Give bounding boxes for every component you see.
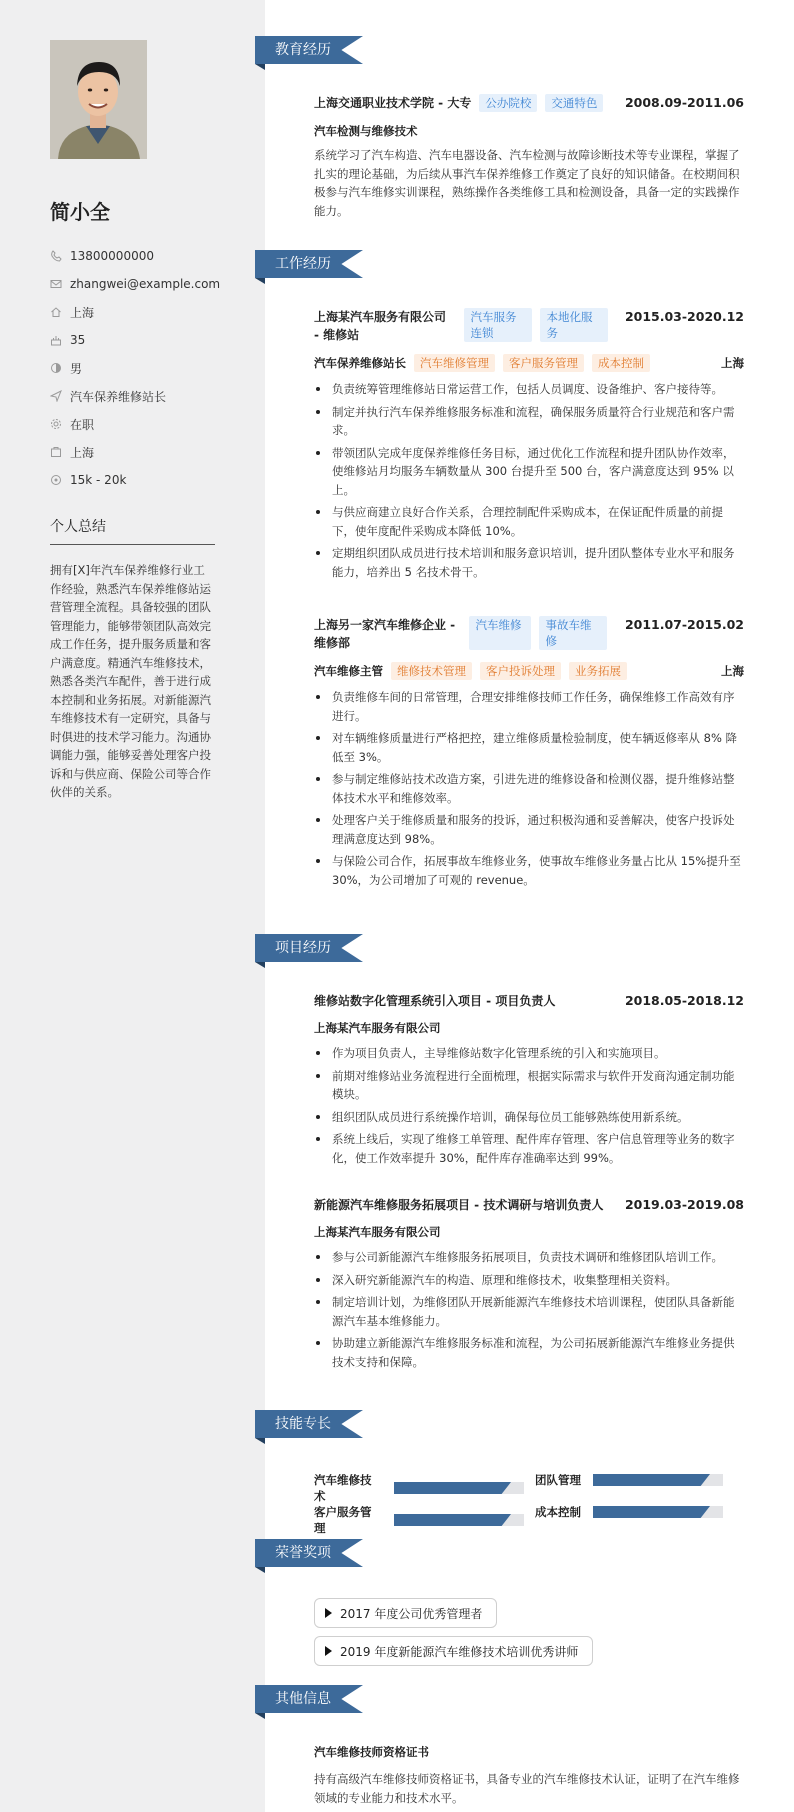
work-date: 2011.07-2015.02 bbox=[624, 617, 744, 632]
honor-item bbox=[314, 1598, 497, 1628]
skill-item bbox=[314, 1472, 524, 1504]
section-title-projects: 项目经历 bbox=[275, 940, 331, 956]
skill-item bbox=[314, 1504, 524, 1536]
skill-bar bbox=[394, 1482, 524, 1494]
list-item: 负责维修车间的日常管理，合理安排维修技师工作任务，确保维修工作高效有序进行。 bbox=[314, 688, 744, 725]
list-item: 与供应商建立良好合作关系，合理控制配件采购成本，在保证配件质量的前提下，使年度配件采购成本降低 10%。 bbox=[314, 503, 744, 540]
section-header-education bbox=[255, 36, 363, 64]
info-hometown-text: 上海 bbox=[70, 305, 95, 320]
skill-tag: 成本控制 bbox=[592, 354, 650, 372]
school-name: 上海交通职业技术学院 - 大专 bbox=[314, 96, 472, 110]
honor-text: 2019 年度新能源汽车维修技术培训优秀讲师 bbox=[340, 1644, 579, 1659]
list-item: 前期对维修站业务流程进行全面梳理，根据实际需求与软件开发商沟通定制功能模块。 bbox=[314, 1067, 744, 1104]
info-gender-text: 男 bbox=[70, 361, 83, 376]
home-icon bbox=[50, 306, 62, 318]
honor-item bbox=[314, 1636, 593, 1666]
section-title-education: 教育经历 bbox=[275, 42, 331, 58]
gender-icon bbox=[50, 362, 62, 374]
skill-bar bbox=[593, 1506, 723, 1518]
education-entry bbox=[314, 94, 744, 220]
portrait-image bbox=[50, 40, 147, 159]
phone-icon bbox=[50, 250, 62, 262]
skill-bar-fill bbox=[394, 1514, 511, 1526]
honor-text: 2017 年度公司优秀管理者 bbox=[340, 1606, 483, 1621]
education-description: 系统学习了汽车构造、汽车电器设备、汽车检测与故障诊断技术等专业课程，掌握了扎实的理论基础，为后续从事汽车保养维修工作奠定了良好的知识储备。在校期间积极参与汽车维修实训课程，熟练操作各类维修工具和检测设备，具备一定的实践操作能力。 bbox=[314, 148, 740, 218]
school-tag: 公办院校 bbox=[479, 94, 537, 112]
project-bullets bbox=[314, 1044, 744, 1167]
work-city: 上海 bbox=[721, 356, 744, 370]
list-item: 深入研究新能源汽车的构造、原理和维修技术，收集整理相关资料。 bbox=[314, 1271, 744, 1290]
certificate-description: 持有高级汽车维修技师资格证书，具备专业的汽车维修技术认证，证明了在汽车维修领域的专业能力和技术水平。 bbox=[314, 1772, 740, 1805]
list-item: 参与公司新能源汽车维修服务拓展项目，负责技术调研和维修团队培训工作。 bbox=[314, 1248, 744, 1267]
section-header-skills bbox=[255, 1410, 363, 1438]
skill-tag: 业务拓展 bbox=[569, 662, 627, 680]
status-icon bbox=[50, 418, 62, 430]
info-email-text: zhangwei@example.com bbox=[70, 277, 221, 291]
info-age-text: 35 bbox=[70, 333, 86, 347]
email-icon bbox=[50, 278, 62, 290]
skill-bar-fill bbox=[593, 1474, 710, 1486]
skill-tag: 维修技术管理 bbox=[391, 662, 472, 680]
list-item: 制定并执行汽车保养维修服务标准和流程，确保服务质量符合行业规范和客户需求。 bbox=[314, 403, 744, 440]
info-location-text: 上海 bbox=[70, 445, 95, 460]
candidate-name: 简小全 bbox=[50, 200, 110, 224]
company-tag: 事故车维修 bbox=[539, 616, 607, 650]
age-icon bbox=[50, 334, 62, 346]
skill-bar-fill bbox=[394, 1482, 511, 1494]
list-item: 与保险公司合作，拓展事故车维修业务，使事故车维修业务量占比从 15%提升至 30%，为公司增加了可观的 revenue。 bbox=[314, 852, 744, 889]
info-hometown bbox=[50, 298, 250, 326]
project-title: 维修站数字化管理系统引入项目 - 项目负责人 bbox=[314, 994, 556, 1008]
skill-item bbox=[535, 1504, 723, 1520]
skill-tag: 汽车维修管理 bbox=[414, 354, 495, 372]
skill-bar bbox=[593, 1474, 723, 1486]
skill-tag: 客户服务管理 bbox=[503, 354, 584, 372]
skill-name: 汽车维修技术 bbox=[314, 1473, 372, 1503]
sidebar bbox=[0, 0, 265, 1812]
list-item: 带领团队完成年度保养维修任务目标，通过优化工作流程和提升团队协作效率，使维修站月均服务车辆数量从 300 台提升至 500 台，客户满意度达到 95% 以上。 bbox=[314, 444, 744, 500]
other-entry bbox=[314, 1744, 744, 1807]
info-target-position bbox=[50, 382, 250, 410]
contact-info-list bbox=[50, 242, 250, 494]
work-city: 上海 bbox=[721, 664, 744, 678]
project-company: 上海某汽车服务有限公司 bbox=[314, 1225, 441, 1239]
job-title: 汽车维修主管 bbox=[314, 664, 383, 678]
info-email bbox=[50, 270, 250, 298]
list-item: 系统上线后，实现了维修工单管理、配件库存管理、客户信息管理等业务的数字化，使工作效率提升 30%，配件库存准确率达到 99%。 bbox=[314, 1130, 744, 1167]
section-header-honors bbox=[255, 1539, 363, 1567]
list-item: 协助建立新能源汽车维修服务标准和流程，为公司拓展新能源汽车维修业务提供技术支持和保障。 bbox=[314, 1334, 744, 1371]
project-date: 2018.05-2018.12 bbox=[624, 993, 744, 1008]
triangle-right-icon bbox=[325, 1646, 332, 1656]
work-entry bbox=[314, 308, 744, 585]
triangle-right-icon bbox=[325, 1608, 332, 1618]
company-tag: 本地化服务 bbox=[540, 308, 608, 342]
info-salary bbox=[50, 466, 250, 494]
work-bullets bbox=[314, 380, 744, 581]
certificate-title: 汽车维修技师资格证书 bbox=[314, 1745, 429, 1759]
section-header-projects bbox=[255, 934, 363, 962]
project-company: 上海某汽车服务有限公司 bbox=[314, 1021, 441, 1035]
section-title-honors: 荣誉奖项 bbox=[275, 1545, 331, 1561]
section-title-other: 其他信息 bbox=[275, 1691, 331, 1707]
company-name: 上海某汽车服务有限公司 - 维修站 bbox=[314, 310, 447, 342]
list-item: 参与制定维修站技术改造方案，引进先进的维修设备和检测仪器，提升维修站整体技术水平和维修效率。 bbox=[314, 770, 744, 807]
location-icon bbox=[50, 446, 62, 458]
education-date: 2008.09-2011.06 bbox=[624, 95, 744, 110]
salary-icon bbox=[50, 474, 62, 486]
skill-bar-fill bbox=[593, 1506, 710, 1518]
avatar bbox=[50, 40, 147, 159]
skill-name: 客户服务管理 bbox=[314, 1505, 372, 1535]
project-date: 2019.03-2019.08 bbox=[624, 1197, 744, 1212]
info-target-position-text: 汽车保养维修站长 bbox=[70, 389, 167, 404]
project-entry bbox=[314, 992, 744, 1171]
summary-title: 个人总结 bbox=[50, 516, 215, 545]
info-gender bbox=[50, 354, 250, 382]
company-name: 上海另一家汽车维修企业 - 维修部 bbox=[314, 618, 456, 650]
info-salary-text: 15k - 20k bbox=[70, 473, 127, 487]
section-header-work bbox=[255, 250, 363, 278]
info-age bbox=[50, 326, 250, 354]
target-position-icon bbox=[50, 390, 62, 402]
project-entry bbox=[314, 1196, 744, 1375]
list-item: 对车辆维修质量进行严格把控，建立维修质量检验制度，使车辆返修率从 8% 降低至 3%。 bbox=[314, 729, 744, 766]
skill-name: 团队管理 bbox=[535, 1473, 581, 1487]
info-phone-text: 13800000000 bbox=[70, 249, 154, 263]
list-item: 作为项目负责人，主导维修站数字化管理系统的引入和实施项目。 bbox=[314, 1044, 744, 1063]
company-tag: 汽车服务连锁 bbox=[464, 308, 532, 342]
skill-bar bbox=[394, 1514, 524, 1526]
summary-text: 拥有[X]年汽车保养维修行业工作经验，熟悉汽车保养维修站运营管理全流程。具备较强的团队管理能力，能够带领团队高效完成工作任务，提升服务质量和客户满意度。精通汽车维修技术，熟悉各类汽车配件，善于进行成本控制和业务拓展。对新能源汽车维修技术有一定研究，具备与时俱进的技术学习能力。沟通协调能力强，能够妥善处理客户投诉和与供应商、保险公司等合作伙伴的关系。 bbox=[50, 563, 211, 799]
work-date: 2015.03-2020.12 bbox=[624, 309, 744, 324]
work-bullets bbox=[314, 688, 744, 889]
info-status-text: 在职 bbox=[70, 417, 95, 432]
list-item: 处理客户关于维修质量和服务的投诉，通过积极沟通和妥善解决，使客户投诉处理满意度达到 98%。 bbox=[314, 811, 744, 848]
list-item: 负责统筹管理维修站日常运营工作，包括人员调度、设备维护、客户接待等。 bbox=[314, 380, 744, 399]
project-bullets bbox=[314, 1248, 744, 1371]
company-tag: 汽车维修 bbox=[469, 616, 531, 650]
section-title-skills: 技能专长 bbox=[275, 1416, 331, 1432]
school-tag: 交通特色 bbox=[545, 94, 603, 112]
major: 汽车检测与维修技术 bbox=[314, 124, 418, 138]
section-title-work: 工作经历 bbox=[275, 256, 331, 272]
skill-tag: 客户投诉处理 bbox=[480, 662, 561, 680]
skill-name: 成本控制 bbox=[535, 1505, 581, 1519]
job-title: 汽车保养维修站长 bbox=[314, 356, 406, 370]
info-location bbox=[50, 438, 250, 466]
skill-item bbox=[535, 1472, 723, 1488]
work-entry bbox=[314, 616, 744, 893]
section-header-other bbox=[255, 1685, 363, 1713]
list-item: 定期组织团队成员进行技术培训和服务意识培训，提升团队整体专业水平和服务能力，培养出 5 名技术骨干。 bbox=[314, 544, 744, 581]
list-item: 组织团队成员进行系统操作培训，确保每位员工能够熟练使用新系统。 bbox=[314, 1108, 744, 1127]
list-item: 制定培训计划，为维修团队开展新能源汽车维修技术培训课程，使团队具备新能源汽车基本维修能力。 bbox=[314, 1293, 744, 1330]
info-phone bbox=[50, 242, 250, 270]
info-status bbox=[50, 410, 250, 438]
project-title: 新能源汽车维修服务拓展项目 - 技术调研与培训负责人 bbox=[314, 1198, 604, 1212]
